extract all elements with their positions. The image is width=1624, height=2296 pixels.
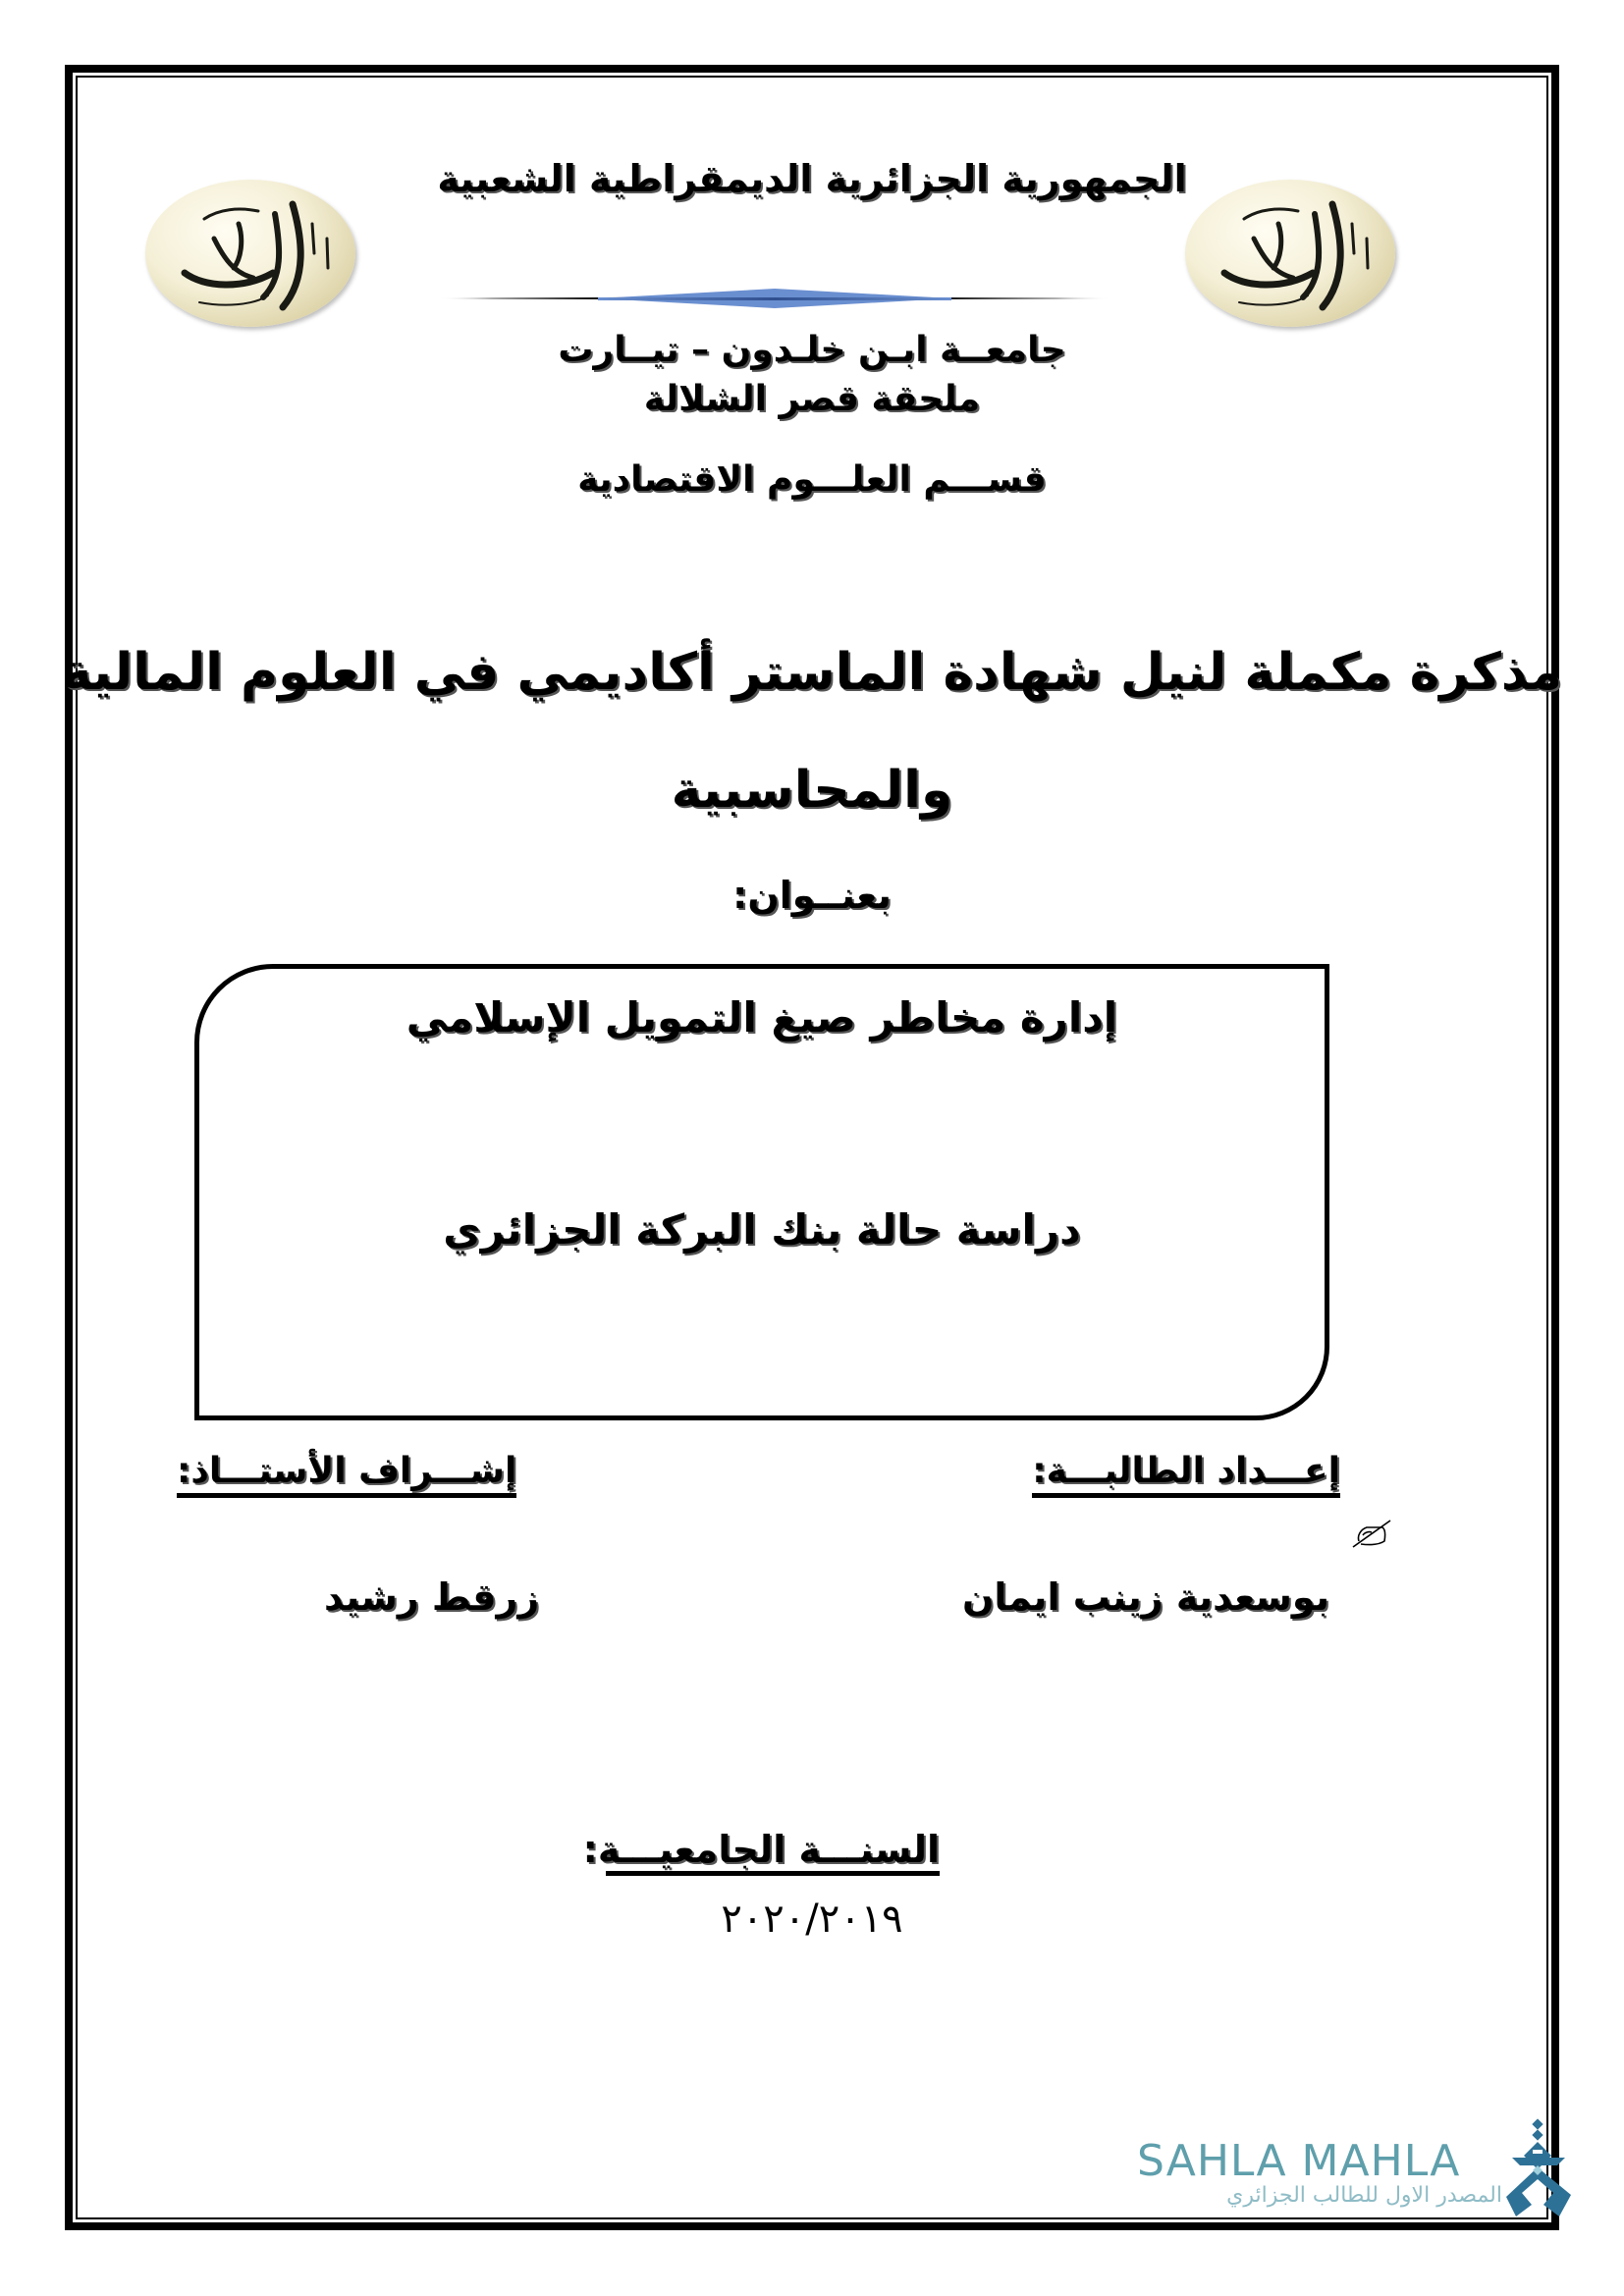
writing-hand-icon [1349, 1518, 1392, 1551]
university-logo-right [1185, 180, 1395, 327]
annex-name: ملحقة قصر الشلالة [643, 379, 981, 419]
watermark-tagline: المصدر الاول للطالب الجزائري [1226, 2183, 1502, 2208]
watermark-brand: SAHLA MAHLA [1137, 2136, 1461, 2186]
titled-label: بعنــوان: [732, 874, 892, 917]
student-label: إعـــداد الطالبـــة: [1032, 1451, 1340, 1498]
thesis-title: إدارة مخاطر صيغ التمويل الإسلامي [406, 993, 1118, 1041]
case-study-subtitle: دراسة حالة بنك البركة الجزائري [443, 1205, 1081, 1254]
ornamental-divider [439, 287, 1110, 310]
supervisor-name: زرقط رشيد [324, 1575, 540, 1619]
university-name: جامعــة ابـن خلـدون – تيــارت [558, 330, 1066, 370]
department-name: قســـم العلـــوم الاقتصادية [577, 459, 1047, 500]
republic-heading: الجمهورية الجزائرية الديمقراطية الشعبية [437, 157, 1187, 200]
thesis-statement-line2: والمحاسبية [671, 761, 953, 820]
university-logo-left [145, 180, 355, 327]
student-name: بوسعدية زينب ايمان [962, 1575, 1329, 1619]
academic-year-value: ٢٠٢٠/٢٠١٩ [721, 1896, 903, 1942]
academic-year-label: السنـــة الجامعيـــة: [606, 1828, 940, 1876]
thesis-statement-line1: مذكرة مكملة لنيل شهادة الماستر أكاديمي في العلوم المالية [61, 643, 1563, 702]
calligraphy-emblem-icon [1185, 180, 1395, 327]
sahla-mahla-logo-icon [1502, 2118, 1577, 2220]
supervisor-label: إشـــراف الأستـــاذ: [177, 1451, 516, 1498]
calligraphy-emblem-icon [145, 180, 355, 327]
